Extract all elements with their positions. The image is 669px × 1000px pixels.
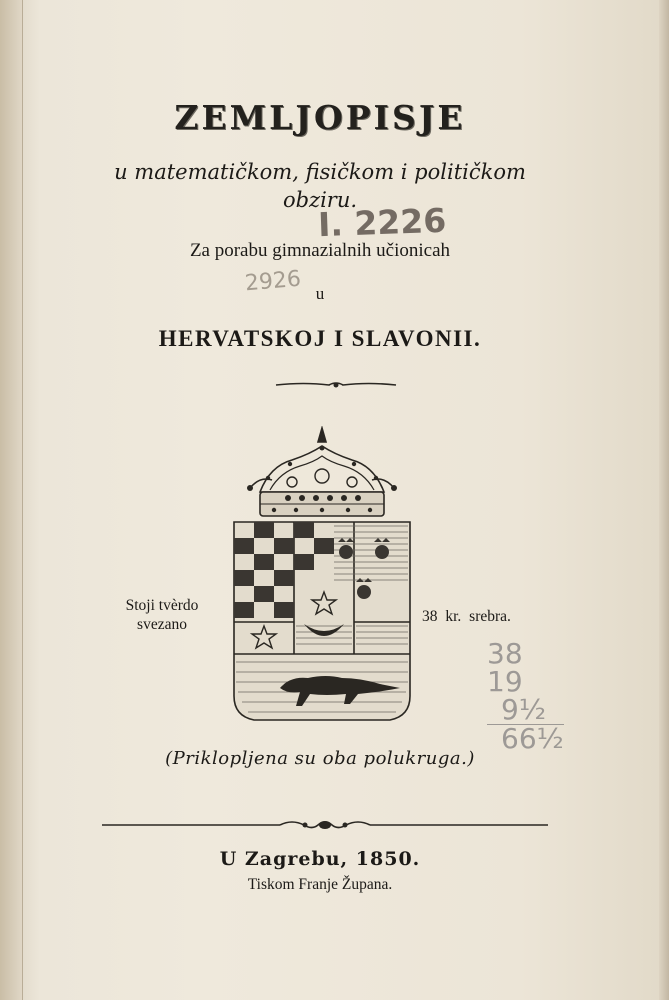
- binding-note-line-2: svezano: [137, 616, 187, 633]
- maps-note: (Priklopljena su oba polukruga.): [165, 748, 475, 769]
- binding-edge: [0, 0, 23, 1000]
- ornament-small: [274, 380, 398, 390]
- handwritten-stamp-number: 2926: [244, 266, 302, 297]
- handwritten-call-number: I. 2226: [317, 200, 447, 245]
- place-and-year: U Zagrebu, 1850.: [219, 848, 421, 870]
- subtitle-line-1: u matematičkom, fisičkom i političkom: [114, 160, 526, 184]
- subtitle-line-2: obziru.: [282, 188, 358, 212]
- coat-of-arms-icon: [230, 426, 414, 730]
- pencil-number-3: 9½: [501, 693, 546, 726]
- pencil-number-2: 19: [487, 665, 523, 698]
- binding-note: [112, 596, 212, 634]
- connector-word: u: [315, 284, 325, 303]
- purpose-line: Za porabu gimnazialnih učionicah: [189, 240, 451, 261]
- ornament-divider: [100, 818, 550, 832]
- printer-line: Tiskom Franje Župana.: [247, 876, 393, 893]
- country-name: HERVATSKOJ I SLAVONII.: [158, 326, 482, 351]
- page-edge: [659, 0, 669, 1000]
- book-title: ZEMLJOPISJE: [174, 98, 466, 137]
- binding-note-line-1: Stoji tvèrdo: [125, 597, 199, 614]
- pencil-number-4: 66½: [487, 724, 564, 753]
- price-label: 38 kr. srebra.: [422, 608, 511, 625]
- pencil-calculation: [487, 637, 564, 755]
- pencil-number-1: 38: [487, 637, 523, 670]
